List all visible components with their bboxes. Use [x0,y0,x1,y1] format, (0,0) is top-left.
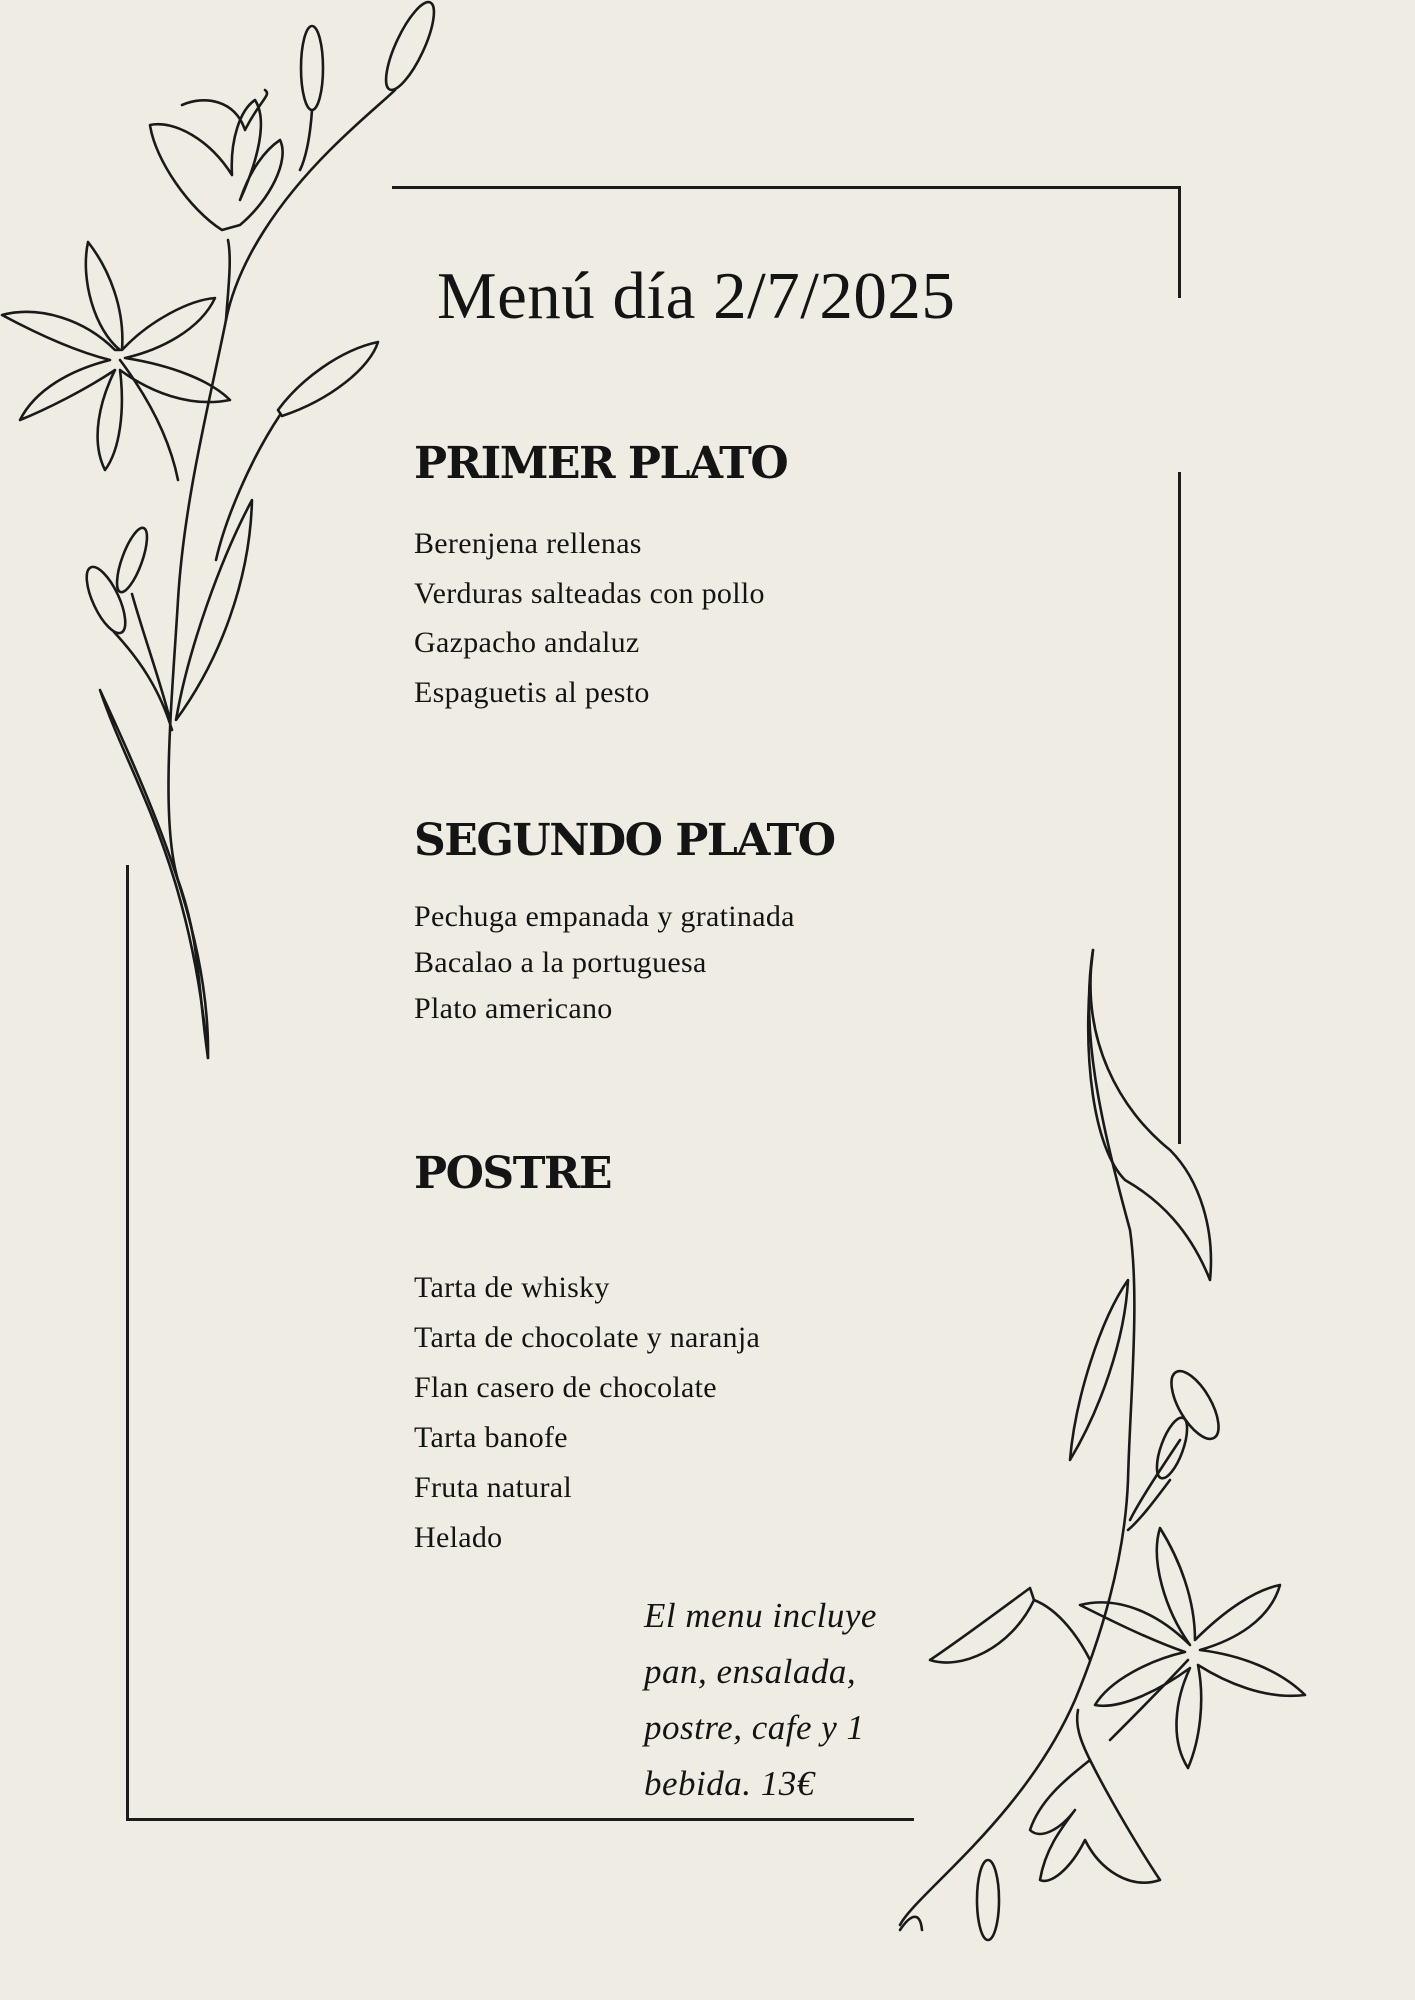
dish-item: Verduras salteadas con pollo [414,576,765,610]
dish-list [414,894,835,1032]
section-heading: SEGUNDO PLATO [414,815,835,866]
section-heading: POSTRE [414,1148,612,1199]
top-bud-1-stem [300,110,312,170]
bottom-bell-stem [1077,1710,1090,1760]
bottom-leaf-left [1070,1280,1128,1460]
top-flower-stem [120,360,178,480]
top-bud-2 [377,0,443,95]
dish-item: Fruta natural [414,1471,573,1504]
bottom-pod [930,1588,1034,1663]
dish-item: Berenjena rellenas [414,527,642,560]
bottom-bud-2 [1151,1414,1194,1482]
bottom-leaf-upper [1088,950,1211,1280]
dish-item: Tarta banofe [414,1421,568,1454]
top-stem [168,90,395,1058]
top-bell-petal [182,90,267,130]
menu-title: Menú día 2/7/2025 [437,259,956,333]
top-bud-stems [114,594,172,730]
dish-item: Tarta de whisky [414,1271,610,1304]
top-star-flower [2,242,230,470]
dish-list [414,519,787,717]
top-bud-3 [111,525,153,596]
bottom-bud-3 [977,1860,999,1940]
bottom-bud-1 [1162,1364,1228,1446]
top-pod [278,342,378,416]
dish-item: Flan casero de chocolate [414,1371,717,1404]
dish-list [414,1263,760,1563]
dish-item: Pechuga empanada y gratinada [414,900,795,933]
top-bell-flower [150,100,283,230]
bottom-pod-stem [1034,1600,1090,1660]
top-leaf-left [100,690,208,1058]
section-segundo-plato [414,815,835,1032]
top-bud-1 [301,26,323,110]
top-leaf-right [176,500,252,720]
top-bud-4 [79,562,133,638]
menu-includes-note: El menu incluye pan, ensalada, postre, cafe y 1 bebida. 13€ [644,1596,877,1803]
dish-item: Espaguetis al pesto [414,675,650,709]
bottom-star-flower [1080,1528,1305,1768]
dish-item: Bacalao a la portuguesa [414,946,707,979]
section-primer-plato [414,438,787,717]
dish-item: Helado [414,1521,503,1554]
bottom-bell-flower [1030,1760,1160,1883]
section-heading: PRIMER PLATO [414,438,788,489]
section-postre [414,1148,760,1563]
dish-item: Plato americano [414,992,613,1025]
dish-item: Tarta de chocolate y naranja [414,1321,761,1354]
bottom-bud-stems [1128,1440,1180,1530]
dish-item: Gazpacho andaluz [414,626,640,659]
